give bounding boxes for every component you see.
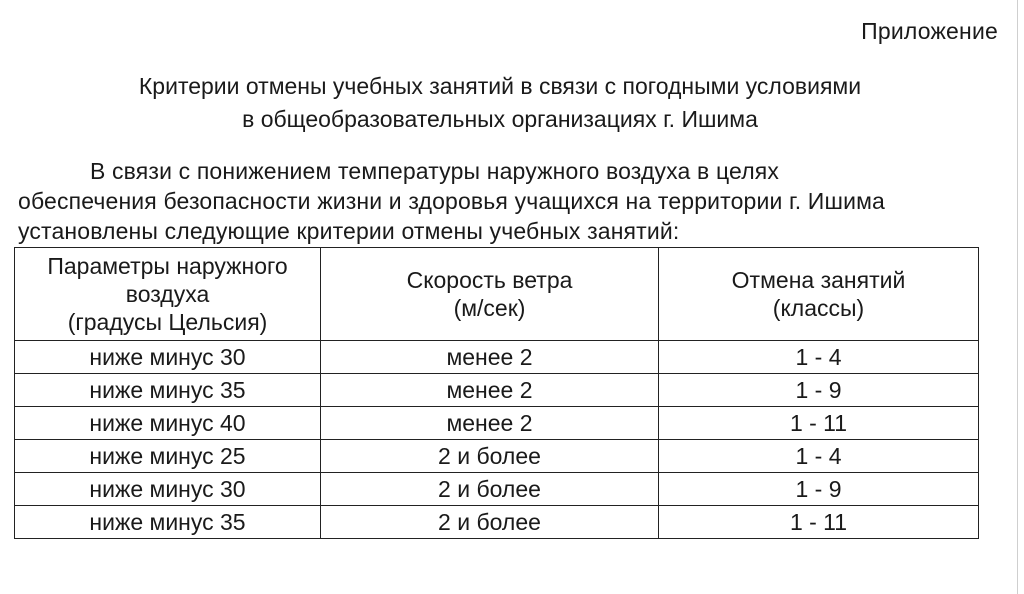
cell-wind: 2 и более	[321, 440, 659, 473]
header-temperature	[15, 248, 321, 341]
header-temperature-line: воздуха	[125, 281, 210, 307]
header-cancellation-line: (классы)	[772, 295, 865, 321]
cell-grades: 1 - 11	[659, 506, 979, 539]
intro-paragraph	[18, 156, 978, 246]
table-row	[15, 407, 979, 440]
header-wind-speed	[321, 248, 659, 341]
cell-temperature: ниже минус 30	[15, 473, 321, 506]
cell-wind: 2 и более	[321, 473, 659, 506]
cell-temperature: ниже минус 35	[15, 374, 321, 407]
cell-wind: менее 2	[321, 341, 659, 374]
cell-temperature: ниже минус 40	[15, 407, 321, 440]
header-temperature-line: (градусы Цельсия)	[67, 309, 268, 335]
table-row	[15, 440, 979, 473]
paragraph-line-1: В связи с понижением температуры наружного воздуха в целях	[90, 158, 780, 184]
header-wind-line: (м/сек)	[453, 295, 526, 321]
table-row	[15, 506, 979, 539]
table-row	[15, 374, 979, 407]
title-line-2: в общеобразовательных организациях г. Ишима	[242, 106, 758, 132]
cell-grades: 1 - 4	[659, 341, 979, 374]
cell-temperature: ниже минус 30	[15, 341, 321, 374]
cell-temperature: ниже минус 25	[15, 440, 321, 473]
table-row	[15, 473, 979, 506]
header-temperature-line: Параметры наружного	[47, 253, 288, 279]
cell-wind: менее 2	[321, 374, 659, 407]
cell-wind: менее 2	[321, 407, 659, 440]
header-wind-line: Скорость ветра	[406, 267, 573, 293]
title-line-1: Критерии отмены учебных занятий в связи с погодными условиями	[138, 73, 862, 99]
cell-grades: 1 - 9	[659, 473, 979, 506]
cell-temperature: ниже минус 35	[15, 506, 321, 539]
paragraph-line-2: обеспечения безопасности жизни и здоровья учащихся на территории г. Ишима	[18, 188, 885, 214]
cell-wind: 2 и более	[321, 506, 659, 539]
criteria-table	[14, 247, 979, 539]
scan-edge-divider	[1017, 0, 1018, 594]
table-header-row	[15, 248, 979, 341]
cell-grades: 1 - 4	[659, 440, 979, 473]
paragraph-line-3: установлены следующие критерии отмены учебных занятий:	[18, 218, 680, 244]
document-title	[0, 70, 1000, 136]
header-cancellation	[659, 248, 979, 341]
header-cancellation-line: Отмена занятий	[731, 267, 906, 293]
cell-grades: 1 - 9	[659, 374, 979, 407]
cell-grades: 1 - 11	[659, 407, 979, 440]
appendix-label: Приложение	[861, 18, 998, 44]
table-row	[15, 341, 979, 374]
